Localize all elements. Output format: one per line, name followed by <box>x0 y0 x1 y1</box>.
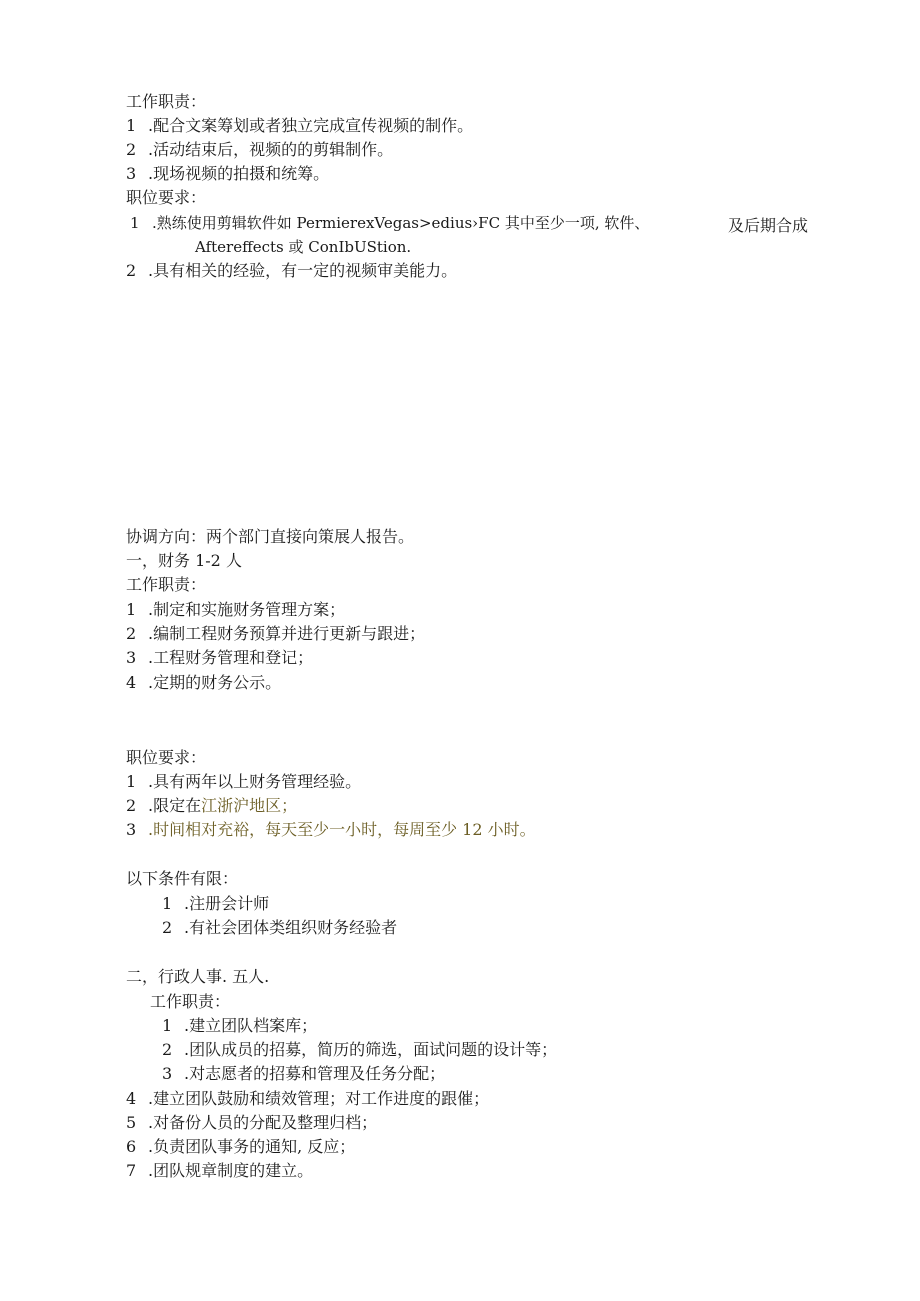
item-text: .工程财务管理和登记； <box>148 648 314 667</box>
list-item <box>162 1016 317 1036</box>
item-number: 1 <box>162 1016 173 1035</box>
highlighted-text: .时间相对充裕，每天至少一小时，每周至少 12 小时。 <box>148 820 536 839</box>
list-item <box>126 140 393 160</box>
duties-heading: 工作职责： <box>126 92 207 111</box>
list-item <box>126 1089 489 1109</box>
item-number: 3 <box>126 648 137 667</box>
item-number: 3 <box>126 820 137 839</box>
list-item <box>126 116 473 136</box>
item-number: 1 <box>126 600 137 619</box>
item-text: .具有相关的经验，有一定的视频审美能力。 <box>148 261 458 280</box>
list-item <box>126 648 313 668</box>
item-text: .定期的财务公示。 <box>148 673 282 692</box>
item-number: 2 <box>162 1040 173 1059</box>
item-number: 7 <box>126 1161 137 1180</box>
item-text: .对备份人员的分配及整理归档； <box>148 1113 378 1132</box>
item-number: 2 <box>126 624 137 643</box>
item-text: .对志愿者的招募和管理及任务分配； <box>184 1064 446 1083</box>
item-number: 4 <box>126 1089 137 1108</box>
list-item <box>126 1137 355 1157</box>
list-item <box>162 1040 557 1060</box>
section-title-admin: 二，行政人事. 五人. <box>126 967 270 986</box>
item-number: 3 <box>162 1064 173 1083</box>
item-number: 3 <box>126 164 137 183</box>
list-item <box>126 1113 377 1133</box>
list-item <box>126 673 281 693</box>
item-text: .现场视频的拍摄和统筹。 <box>148 164 330 183</box>
duties-heading: 工作职责： <box>126 575 207 594</box>
list-item <box>162 894 269 914</box>
item-number: 5 <box>126 1113 137 1132</box>
requirements-heading: 职位要求： <box>126 748 207 767</box>
item-number: 1 <box>130 214 140 232</box>
requirements-heading: 职位要求： <box>126 188 207 207</box>
item-number: 4 <box>126 673 137 692</box>
item-text: .建立团队鼓励和绩效管理；对工作进度的跟催； <box>148 1089 490 1108</box>
list-item <box>126 796 297 816</box>
item-number: 6 <box>126 1137 137 1156</box>
item-text: .编制工程财务预算并进行更新与跟进； <box>148 624 426 643</box>
item-text: .有社会团体类组织财务经验者 <box>184 918 398 937</box>
list-item <box>130 213 649 233</box>
list-item <box>126 624 425 644</box>
item-number: 1 <box>126 116 137 135</box>
item-text: .具有两年以上财务管理经验。 <box>148 772 362 791</box>
item-number: 1 <box>126 772 137 791</box>
item-text: .活动结束后，视频的的剪辑制作。 <box>148 140 394 159</box>
list-item <box>126 820 536 840</box>
item-text: .限定在 <box>148 796 202 815</box>
item-text: .负责团队事务的通知, 反应； <box>148 1137 356 1156</box>
item-number: 2 <box>162 918 173 937</box>
highlighted-text: 江浙沪地区； <box>201 796 298 815</box>
item-text: .建立团队档案库； <box>184 1016 318 1035</box>
list-item <box>162 918 397 938</box>
list-item <box>162 1064 445 1084</box>
item-number: 2 <box>126 796 137 815</box>
item-text: .熟练使用剪辑软件如 PermierexVegas>edius›FC 其中至少一项, 软件、 <box>152 214 650 232</box>
list-item <box>126 1161 313 1181</box>
item-text: .配合文案筹划或者独立完成宣传视频的制作。 <box>148 116 474 135</box>
coordination-note: 协调方向：两个部门直接向策展人报告。 <box>126 527 415 546</box>
section-title-finance: 一，财务 1-2 人 <box>126 551 242 570</box>
item-number: 2 <box>126 140 137 159</box>
list-item <box>126 164 329 184</box>
item-text: .团队成员的招募，简历的筛选，面试问题的设计等； <box>184 1040 558 1059</box>
preferences-heading: 以下条件有限： <box>126 869 239 888</box>
duties-heading: 工作职责： <box>150 992 231 1011</box>
item-number: 2 <box>126 261 137 280</box>
item-text: .注册会计师 <box>184 894 270 913</box>
item-number: 1 <box>162 894 173 913</box>
list-item <box>126 772 361 792</box>
item-text-continuation-right: 及后期合成 <box>728 216 809 235</box>
item-text: .制定和实施财务管理方案； <box>148 600 346 619</box>
item-text-continuation: Aftereffects 或 ConIbUStion. <box>195 238 412 256</box>
list-item <box>126 600 345 620</box>
item-text: .团队规章制度的建立。 <box>148 1161 314 1180</box>
list-item <box>126 261 457 281</box>
